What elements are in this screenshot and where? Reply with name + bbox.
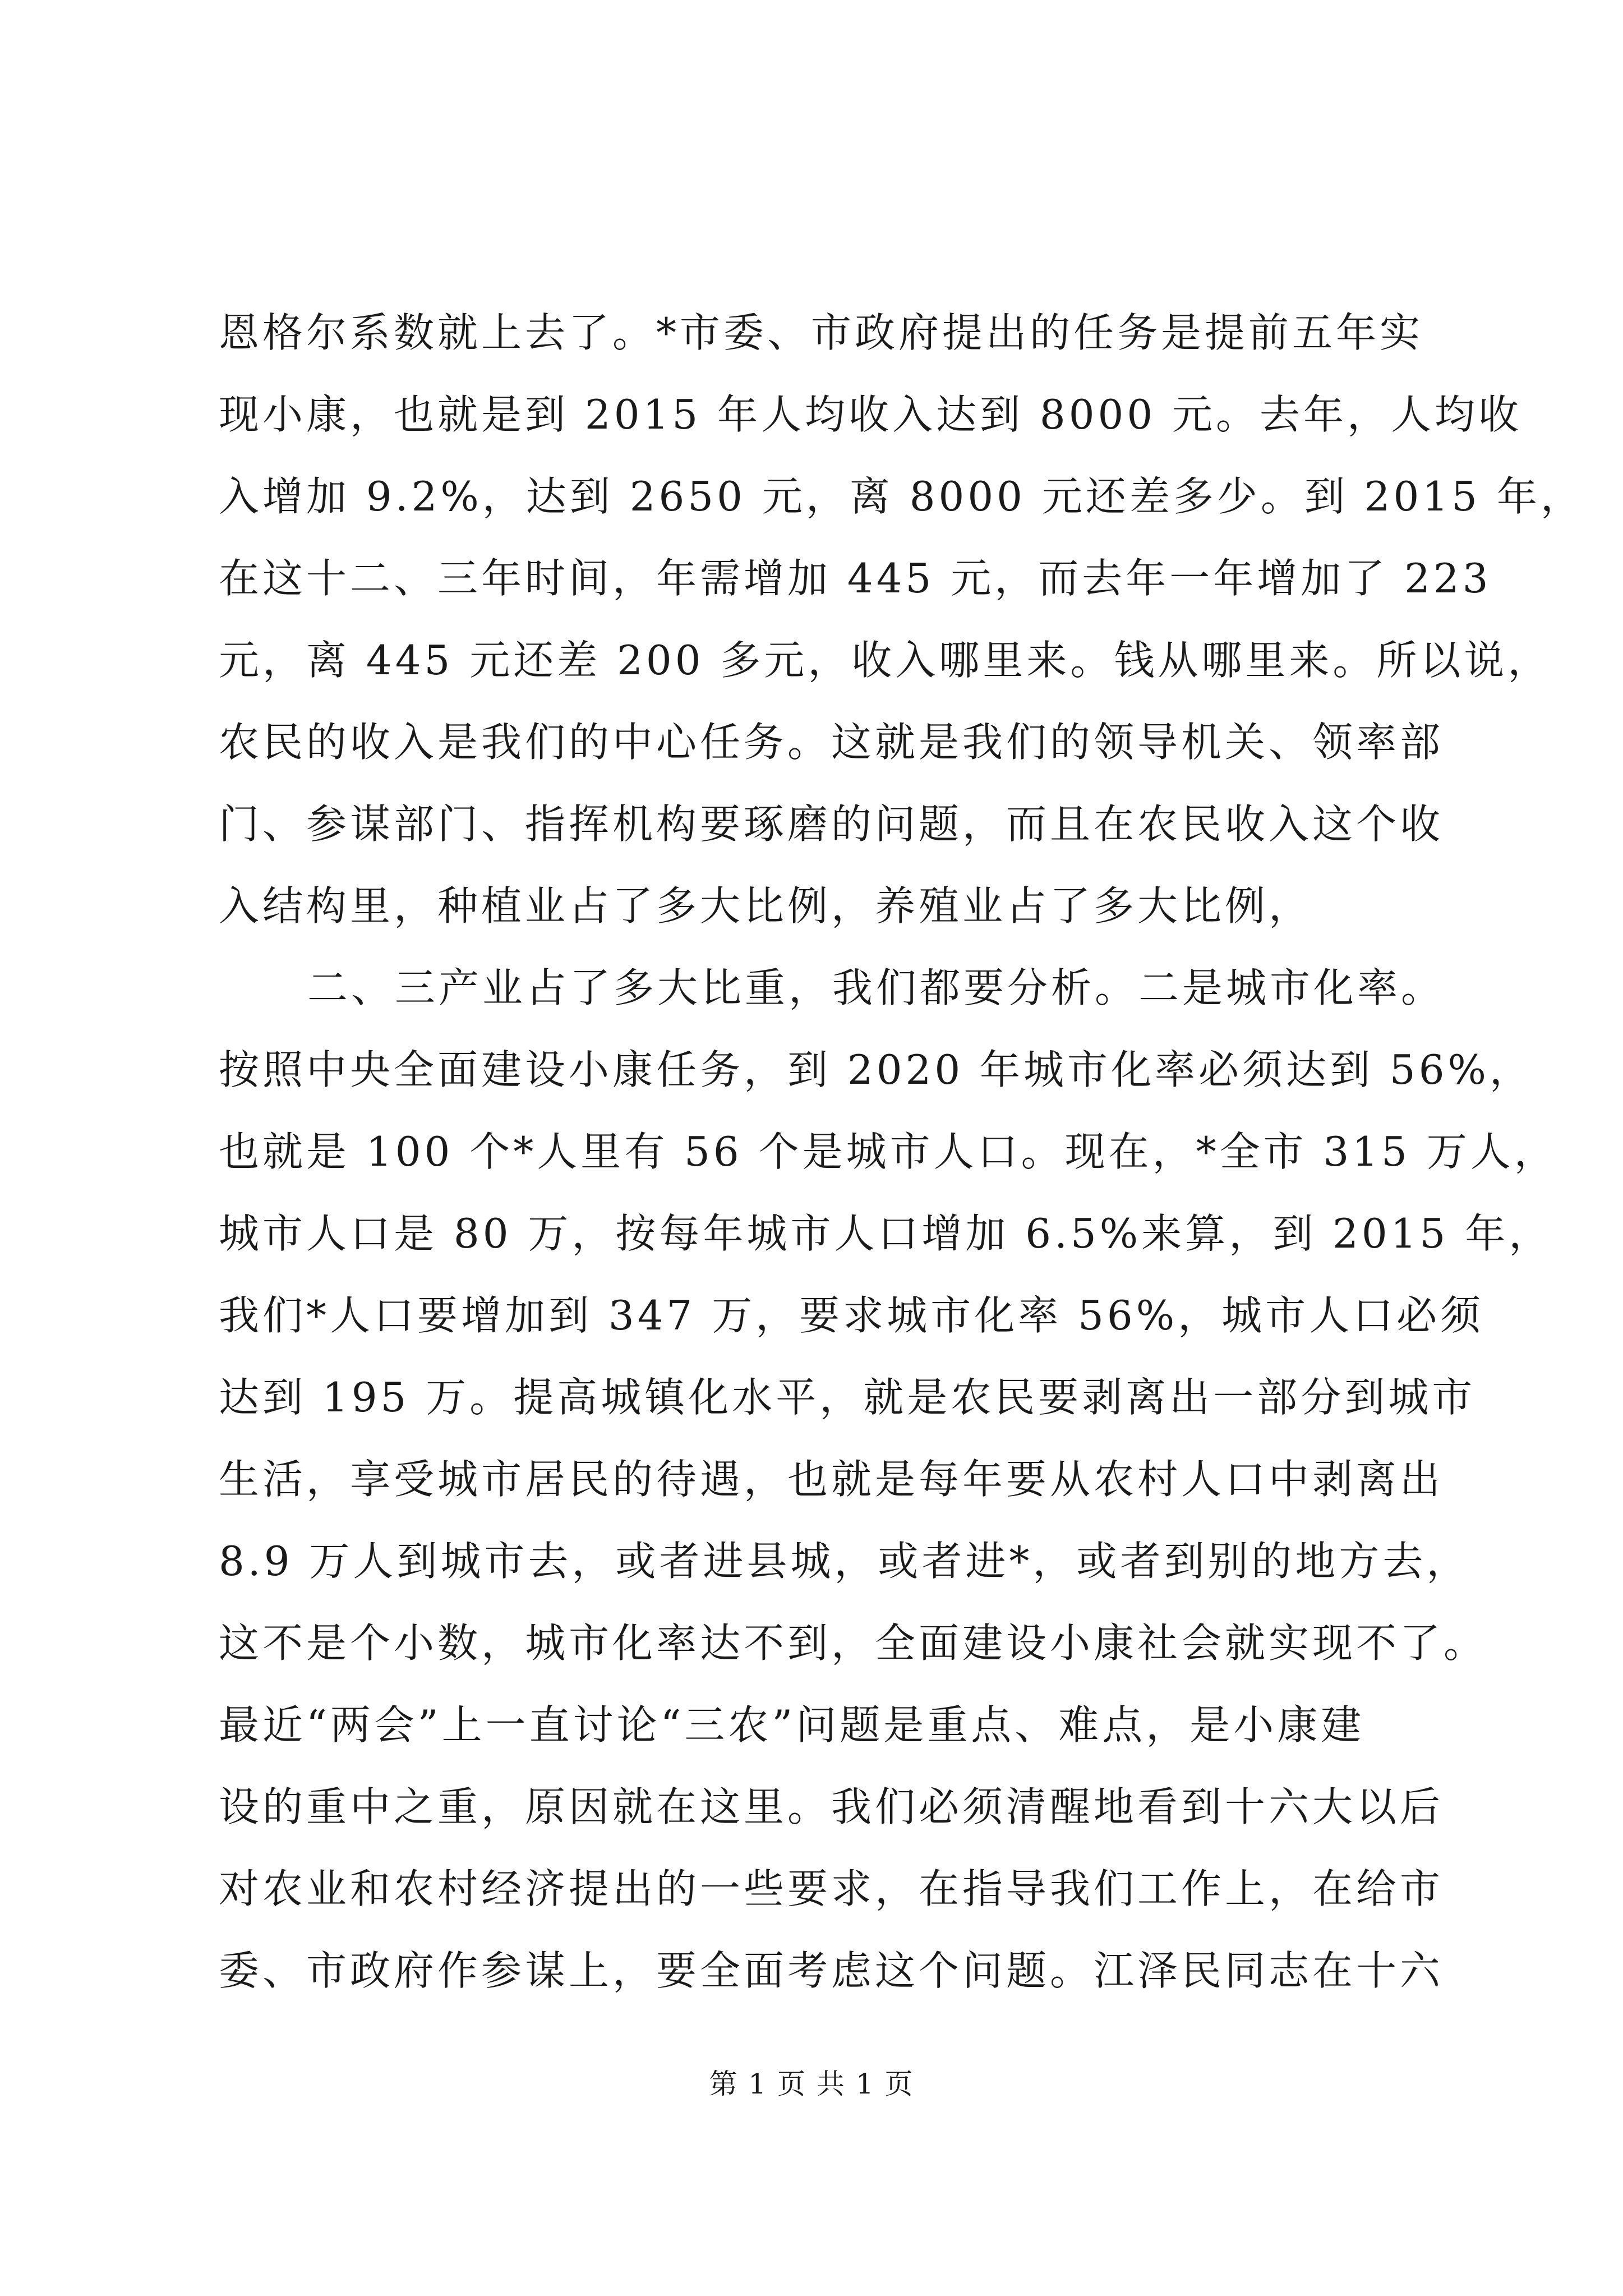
document-body [219,292,1584,2012]
text-line: 门、参谋部门、指挥机构要琢磨的问题，而且在农民收入这个收 [219,800,1444,848]
text-line: 元，离 445 元还差 200 多元，收入哪里来。钱从哪里来。所以说， [219,637,1552,684]
text-line: 农民的收入是我们的中心任务。这就是我们的领导机关、领率部 [219,719,1444,766]
text-line: 也就是 100 个*人里有 56 个是城市人口。现在，*全市 315 万人， [219,1128,1558,1175]
text-line: 最近“两会”上一直讨论“三农”问题是重点、难点，是小康建 [219,1701,1365,1749]
page-footer [0,2064,1623,2104]
text-line: 对农业和农村经济提出的一些要求，在指导我们工作上，在给市 [219,1865,1444,1912]
text-line: 现小康，也就是到 2015 年人均收入达到 8000 元。去年，人均收 [219,391,1523,438]
text-line: 恩格尔系数就上去了。*市委、市政府提出的任务是提前五年实 [219,309,1424,356]
text-line: 我们*人口要增加到 347 万，要求城市化率 56%，城市人口必须 [219,1292,1484,1339]
text-line: 委、市政府作参谋上，要全面考虑这个问题。江泽民同志在十六 [219,1947,1444,1994]
text-line: 8.9 万人到城市去，或者进县城，或者进*，或者到别的地方去， [219,1538,1470,1585]
text-line: 设的重中之重，原因就在这里。我们必须清醒地看到十六大以后 [219,1783,1444,1830]
text-line: 入结构里，种植业占了多大比例，养殖业占了多大比例， [219,882,1313,930]
text-line: 这不是个小数，城市化率达不到，全面建设小康社会就实现不了。 [219,1619,1488,1667]
text-line: 在这十二、三年时间，年需增加 445 元，而去年一年增加了 223 [219,555,1492,602]
text-line: 生活，享受城市居民的待遇，也就是每年要从农村人口中剥离出 [219,1456,1444,1503]
text-line: 达到 195 万。提高城镇化水平，就是农民要剥离出一部分到城市 [219,1374,1476,1421]
page-number-label: 第 1 页 共 1 页 [709,2068,914,2100]
paragraph-start-line: 二、三产业占了多大比重，我们都要分析。二是城市化率。 [307,964,1445,1011]
text-line: 按照中央全面建设小康任务，到 2020 年城市化率必须达到 56%， [219,1046,1533,1093]
text-line: 入增加 9.2%，达到 2650 元，离 8000 元还差多少。到 2015 年， [219,473,1584,520]
text-line: 城市人口是 80 万，按每年城市人口增加 6.5%来算，到 2015 年， [219,1210,1553,1257]
